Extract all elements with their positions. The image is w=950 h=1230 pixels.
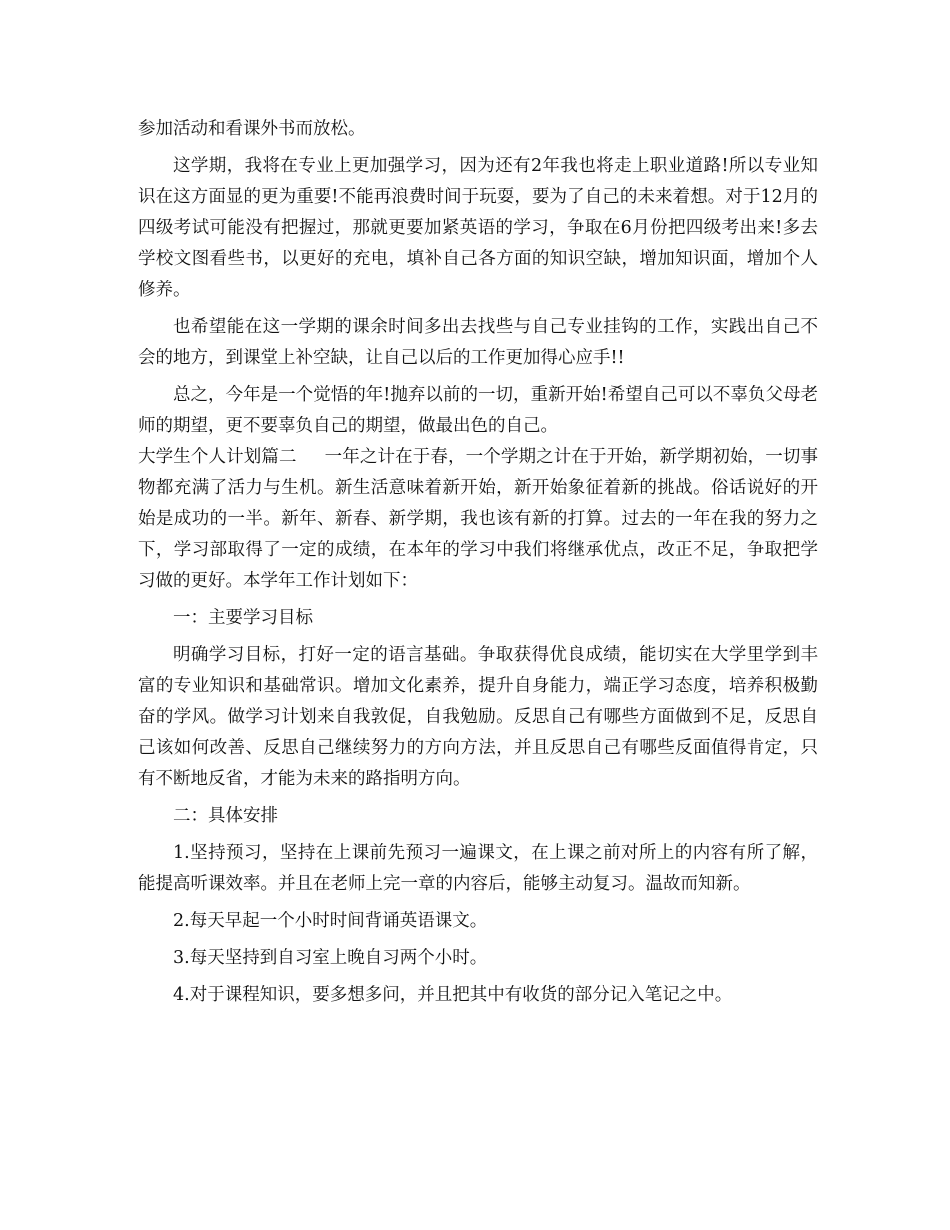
section-two-intro: 一年之计在于春，一个学期之计在于开始，新学期初始，一切事物都充满了活力与生机。新生活意味着新开始，新开始象征着新的挑战。俗话说好的开始是成功的一半。新年、新春、新学期，我也该有新的打算。过去的一年在我的努力之下，学习部取得了一定的成绩，在本年的学习中我们将继承优点，改正不足，争取把学习做的更好。本学年工作计划如下： xyxy=(138,447,818,591)
paragraph-conclusion: 总之，今年是一个觉悟的年!抛弃以前的一切，重新开始!希望自己可以不辜负父母老师的期望，更不要辜负自己的期望，做最出色的自己。 xyxy=(138,385,818,436)
paragraph-continuation: 参加活动和看课外书而放松。 xyxy=(138,119,366,139)
heading-goals: 一：主要学习目标 xyxy=(173,608,313,628)
paragraph-part-time-work: 也希望能在这一学期的课余时间多出去找些与自己专业挂钩的工作，实践出自己不会的地方，到课堂上补空缺，让自己以后的工作更加得心应手!! xyxy=(138,317,818,368)
paragraph-goals: 明确学习目标，打好一定的语言基础。争取获得优良成绩，能切实在大学里学到丰富的专业知识和基础常识。增加文化素养，提升自身能力，端正学习态度，培养积极勤奋的学风。做学习计划来自我敦促，自我勉励。反思自己有哪些方面做到不足，反思自己该如何改善、反思自己继续努力的方向方法，并且反思自己有哪些反面值得肯定，只有不断地反省，才能为未来的路指明方向。 xyxy=(138,645,818,789)
plan-item: 2.每天早起一个小时时间背诵英语课文。 xyxy=(173,911,488,931)
section-two-title: 大学生个人计划篇二 xyxy=(138,447,297,467)
plan-item: 4.对于课程知识，要多想多问，并且把其中有收货的部分记入笔记之中。 xyxy=(173,985,733,1005)
document-body xyxy=(138,114,818,1011)
heading-plan: 二：具体安排 xyxy=(173,806,278,826)
paragraph-study-plan: 这学期，我将在专业上更加强学习，因为还有2年我也将走上职业道路!所以专业知识在这方面显的更为重要!不能再浪费时间于玩耍，要为了自己的未来着想。对于12月的四级考试可能没有把握过，那就更要加紧英语的学习，争取在6月份把四级考出来!多去学校文图看些书，以更好的充电，填补自己各方面的知识空缺，增加知识面，增加个人修养。 xyxy=(138,156,818,300)
section-two-paragraph xyxy=(138,442,818,597)
plan-item: 1.坚持预习，坚持在上课前先预习一遍课文，在上课之前对所上的内容有所了解，能提高听课效率。并且在老师上完一章的内容后，能够主动复习。温故而知新。 xyxy=(138,843,818,894)
plan-item: 3.每天坚持到自习室上晚自习两个小时。 xyxy=(173,948,488,968)
